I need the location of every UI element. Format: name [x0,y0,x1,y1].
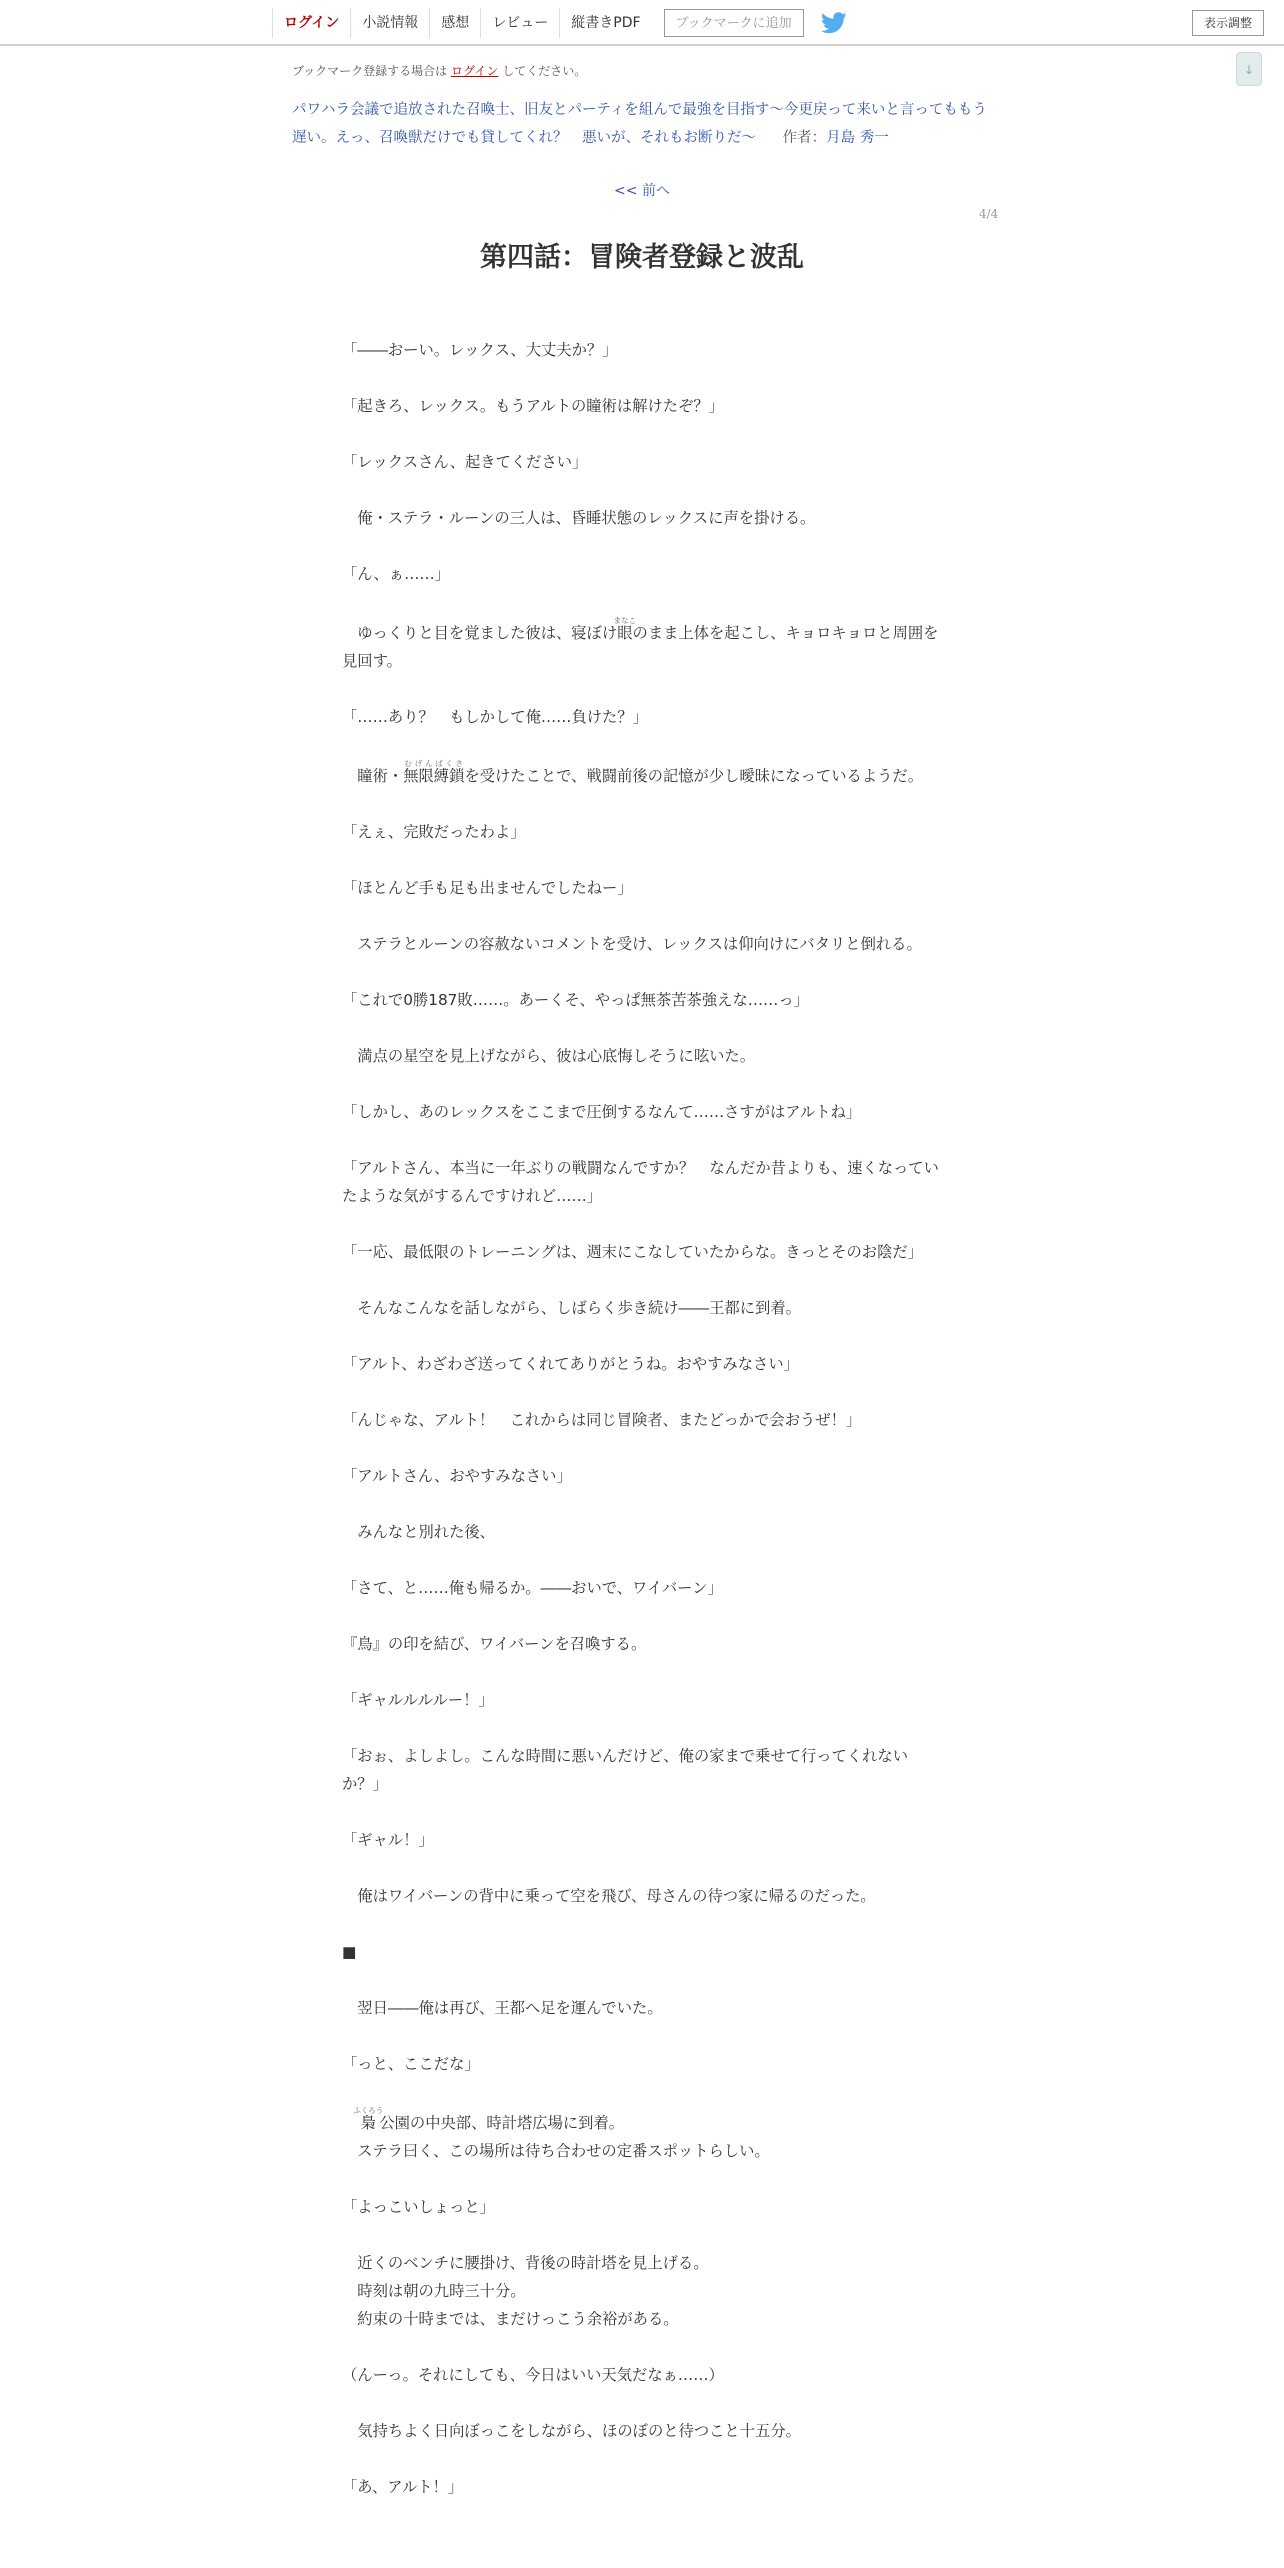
body-line: 「一応、最低限のトレーニングは、週末にこなしていたからな。きっとそのお陰だ」 [342,1243,923,1261]
body-line: 「レックスさん、起きてください」 [342,453,588,471]
body-line: 「これで0勝187敗……。あーくそ、やっぱ無茶苦茶強えな……っ」 [342,991,809,1009]
nav-impressions-link[interactable]: 感想 [429,8,480,38]
bookmark-notice-suffix: してください。 [502,64,587,78]
nav-login-link[interactable]: ログイン [272,8,350,38]
novel-body [342,336,942,2501]
novel-title-block [292,96,992,152]
body-line: 「しかし、あのレックスをここまで圧倒するなんて……さすがはアルトね」 [342,1103,862,1121]
top-navigation [0,0,1284,46]
body-line-with-ruby [342,2106,942,2137]
scene-break-marker: ■ [342,1943,357,1961]
nav-review-link[interactable]: レビュー [480,8,559,38]
text-segment: 瞳術・ [342,767,404,785]
ruby-reading: ふくろう [353,2106,384,2115]
body-line-with-ruby [342,759,942,790]
chapter-title: 第四話：冒険者登録と波乱 [480,242,804,273]
body-line: 「ギャルルルルー！」 [342,1691,494,1709]
novel-title-link[interactable]: パワハラ会議で追放された召喚士、旧友とパーティを組んで最強を目指す～今更戻って来いと言ってももう遅い。えっ、召喚獣だけでも貸してくれ？ 悪いが、それもお断りだ～ [292,102,987,146]
body-line: ステラ曰く、この場所は待ち合わせの定番スポットらしい。 [342,2142,770,2160]
body-line: 「アルトさん、おやすみなさい」 [342,1467,572,1485]
add-bookmark-button[interactable]: ブックマークに追加 [664,9,804,37]
body-line: 「さて、と……俺も帰るか。――おいで、ワイバーン」 [342,1579,723,1597]
page-number: 4/4 [979,207,999,221]
body-line: 「……あり？ もしかして俺……負けた？」 [342,708,648,726]
body-line: みんなと別れた後、 [342,1523,495,1541]
body-line: 「ギャル！」 [342,1831,434,1849]
bookmark-notice-login-link[interactable]: ログイン [451,64,499,78]
text-segment: を受けたことで、戦闘前後の記憶が少し曖昧になっているようだ。 [464,767,924,785]
text-segment: ゆっくりと目を覚ました彼は、寝ぼけ [342,624,618,642]
body-line: ステラとルーンの容赦ないコメントを受け、レックスは仰向けにバタリと倒れる。 [342,935,922,953]
body-line: そんなこんなを話しながら、しばらく歩き続け――王都に到着。 [342,1299,801,1317]
body-line: 「ん、ぁ……」 [342,565,450,583]
author-link[interactable]: 月島 秀一 [826,130,889,146]
ruby-reading: むげんばくさ [403,759,465,768]
body-line: 「あ、アルト！」 [342,2478,464,2496]
body-line: 「おぉ、よしよし。こんな時間に悪いんだけど、俺の家まで乗せて行ってくれないか？」 [342,1747,908,1793]
body-line: 「ほとんど手も足も出ませんでしたねー」 [342,879,633,897]
body-line: 「起きろ、レックス。もうアルトの瞳術は解けたぞ？」 [342,397,724,415]
body-line: 「アルト、わざわざ送ってくれてありがとうね。おやすみなさい」 [342,1355,799,1373]
ruby-text [613,616,637,642]
twitter-icon[interactable] [821,12,847,34]
body-line: 『鳥』の印を結び、ワイバーンを召喚する。 [342,1635,647,1653]
nav-vertical-pdf-link[interactable]: 縦書きPDF [559,8,651,38]
body-line: 俺・ステラ・ルーンの三人は、昏睡状態のレックスに声を掛ける。 [342,509,816,527]
previous-page-link[interactable]: << 前へ [614,183,670,199]
ruby-base: 眼 [613,624,637,642]
ruby-reading: まなこ [613,616,637,625]
ruby-text [403,759,465,785]
ruby-text [353,2106,384,2132]
body-line: 気持ちよく日向ぼっこをしながら、ほのぼのと待つこと十五分。 [342,2422,801,2440]
body-line: 満点の星空を見上げながら、彼は心底悔しそうに呟いた。 [342,1047,756,1065]
body-line: 翌日――俺は再び、王都へ足を運んでいた。 [342,1999,663,2017]
body-line-with-ruby [342,616,942,675]
display-settings-button[interactable]: 表示調整 [1192,10,1264,36]
bookmark-login-notice [292,62,586,79]
body-line: 「よっこいしょっと」 [342,2198,495,2216]
ruby-base: 梟 [353,2114,384,2132]
body-line: 「アルトさん、本当に一年ぶりの戦闘なんですか？ なんだか昔よりも、速くなっていたような気がするんですけれど……」 [342,1159,939,1205]
nav-novel-info-link[interactable]: 小説情報 [350,8,429,38]
body-line: 「っと、ここだな」 [342,2055,480,2073]
nav-menu [272,8,847,38]
body-line: （んーっ。それにしても、今日はいい天気だなぁ……） [342,2366,724,2384]
body-line: 「んじゃな、アルト！ これからは同じ冒険者、またどっかで会おうぜ！」 [342,1411,862,1429]
body-line: 「――おーい。レックス、大丈夫か？」 [342,341,618,359]
text-segment: 公園の中央部、時計塔広場に到着。 [379,2114,625,2132]
body-line: 「えぇ、完敗だったわよ」 [342,823,526,841]
body-line: 俺はワイバーンの背中に乗って空を飛び、母さんの待つ家に帰るのだった。 [342,1887,876,1905]
ruby-base: 無限縛鎖 [403,767,465,785]
body-line: 約束の十時までは、まだけっこう余裕がある。 [342,2310,679,2328]
text-segment: のまま上体を起こし、キョロキョロと周囲を見回す。 [342,624,939,670]
body-line: 時刻は朝の九時三十分。 [342,2282,526,2300]
author-label: 作者： [782,130,827,146]
body-line: 近くのベンチに腰掛け、背後の時計塔を見上げる。 [342,2254,709,2272]
scroll-down-button[interactable]: ↓ [1236,52,1262,86]
bookmark-notice-prefix: ブックマーク登録する場合は [292,64,448,78]
